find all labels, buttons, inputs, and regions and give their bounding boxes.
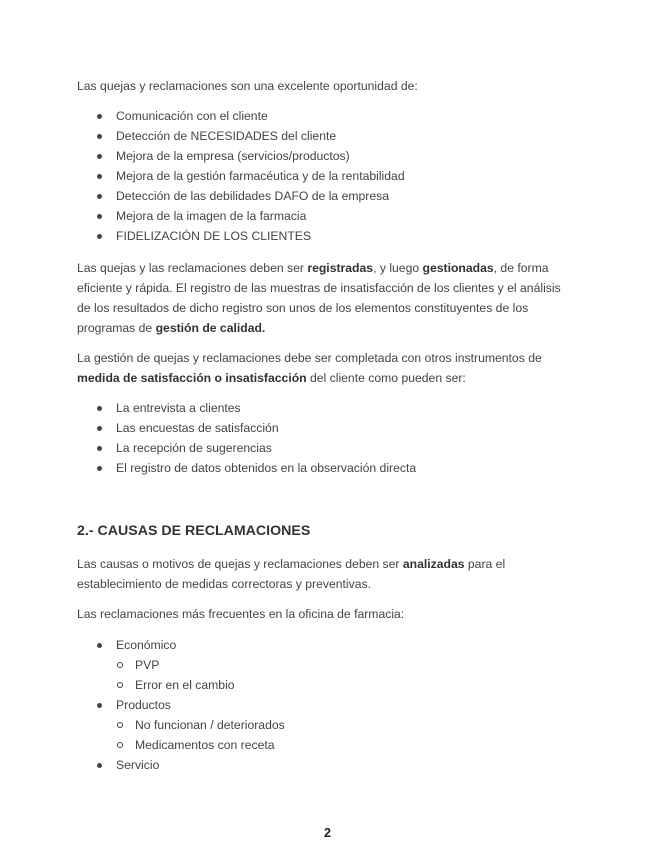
sub-list-item: Medicamentos con receta xyxy=(97,735,285,755)
bullet-icon xyxy=(97,426,102,431)
list-item: Comunicación con el cliente xyxy=(97,106,405,126)
causes-paragraph: Las causas o motivos de quejas y reclamaciones deben ser analizadas para el establecimiento de medidas correctoras y preventivas. xyxy=(77,557,506,591)
bullet-icon xyxy=(97,214,102,219)
bullet-icon xyxy=(97,154,102,159)
bullet-icon xyxy=(97,174,102,179)
bullet-icon xyxy=(97,134,102,139)
bullet-icon xyxy=(97,406,102,411)
instruments-paragraph: La gestión de quejas y reclamaciones debe ser completada con otros instrumentos de medida de satisfacción o insatisfacción del cliente como pueden ser: xyxy=(77,351,542,385)
bullet-icon xyxy=(97,194,102,199)
list-item: FIDELIZACIÓN DE LOS CLIENTES xyxy=(97,226,405,246)
sub-list-item: Error en el cambio xyxy=(97,675,285,695)
list-item: Mejora de la empresa (servicios/productos) xyxy=(97,146,405,166)
list-item: Mejora de la imagen de la farmacia xyxy=(97,206,405,226)
bullet-icon xyxy=(97,234,102,239)
frequent-claims-paragraph: Las reclamaciones más frecuentes en la oficina de farmacia: xyxy=(77,607,405,621)
bullet-icon xyxy=(97,114,102,119)
sub-list xyxy=(97,715,285,755)
opportunities-list xyxy=(97,106,405,246)
section-heading: 2.- CAUSAS DE RECLAMACIONES xyxy=(77,523,311,539)
list-item: La recepción de sugerencias xyxy=(97,438,416,458)
list-item: Detección de las debilidades DAFO de la empresa xyxy=(97,186,405,206)
page-number: 2 xyxy=(324,826,331,840)
bullet-icon xyxy=(97,466,102,471)
sub-list-item: No funcionan / deteriorados xyxy=(97,715,285,735)
intro-paragraph: Las quejas y reclamaciones son una excelente oportunidad de: xyxy=(77,79,418,93)
registration-paragraph: Las quejas y las reclamaciones deben ser registradas, y luego gestionadas, de forma eficiente y rápida. El registro de las muestras de insatisfacción de los clientes y el análisis de los resultados de dicho registro son unos de los elementos constituyentes de los programas de gestión de calidad. xyxy=(77,261,561,335)
hollow-bullet-icon xyxy=(117,722,123,728)
sub-list xyxy=(97,655,285,695)
list-item: Las encuestas de satisfacción xyxy=(97,418,416,438)
list-item: Mejora de la gestión farmacéutica y de la rentabilidad xyxy=(97,166,405,186)
instruments-list xyxy=(97,398,416,478)
list-item: Detección de NECESIDADES del cliente xyxy=(97,126,405,146)
bullet-icon xyxy=(97,643,102,648)
causes-list xyxy=(97,635,285,775)
list-item: Económico PVP Error en el cambio xyxy=(97,635,285,695)
hollow-bullet-icon xyxy=(117,682,123,688)
list-item: La entrevista a clientes xyxy=(97,398,416,418)
hollow-bullet-icon xyxy=(117,662,123,668)
list-item: El registro de datos obtenidos en la observación directa xyxy=(97,458,416,478)
bullet-icon xyxy=(97,763,102,768)
list-item: Servicio xyxy=(97,755,285,775)
hollow-bullet-icon xyxy=(117,742,123,748)
sub-list-item: PVP xyxy=(97,655,285,675)
bullet-icon xyxy=(97,703,102,708)
list-item: Productos No funcionan / deteriorados Medicamentos con receta xyxy=(97,695,285,755)
bullet-icon xyxy=(97,446,102,451)
